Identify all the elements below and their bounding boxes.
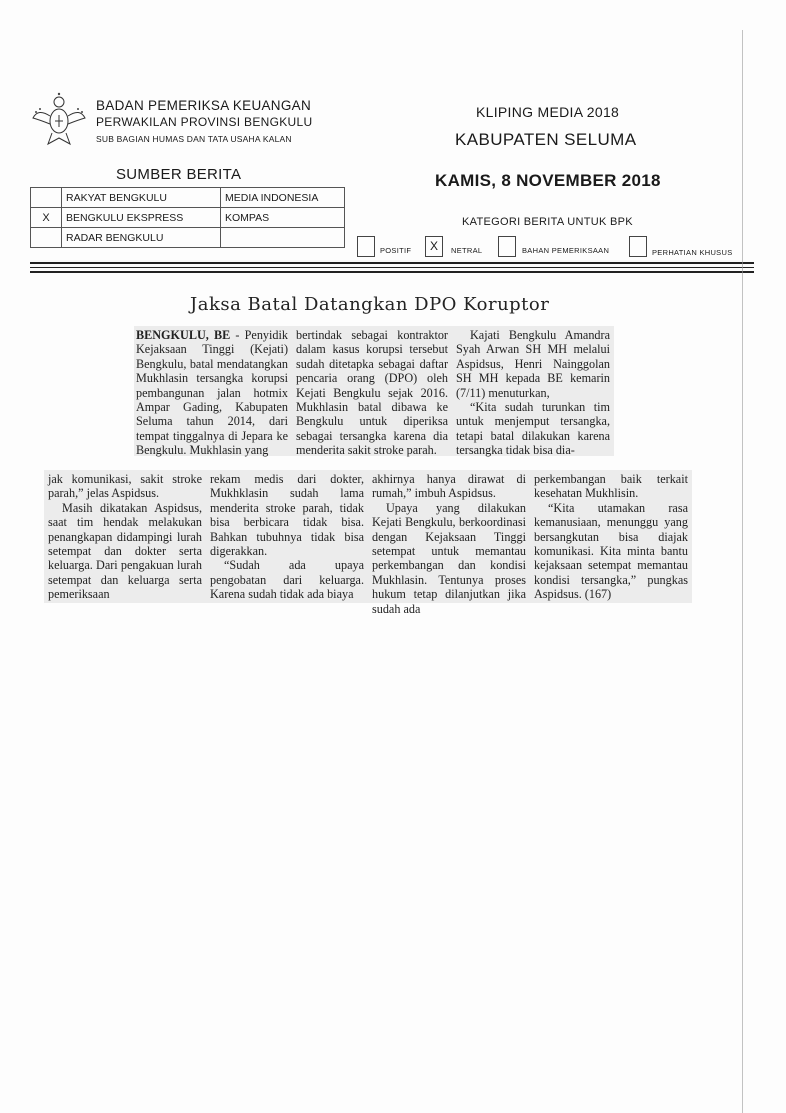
article-column	[372, 472, 526, 616]
article-paragraph: jak komunikasi, sakit stroke parah,” jelas Aspidsus.	[48, 472, 202, 501]
category-label-netral: NETRAL	[451, 246, 483, 255]
org-name-line2: PERWAKILAN PROVINSI BENGKULU	[96, 115, 313, 129]
source-name: BENGKULU EKSPRESS	[62, 208, 221, 228]
garuda-emblem-icon	[30, 88, 88, 150]
source-name: RADAR BENGKULU	[62, 228, 221, 248]
header-divider	[30, 262, 754, 264]
article-column	[48, 472, 202, 602]
article-paragraph: “Kita utamakan rasa kemanusiaan, menunggu yang bersangkutan bisa diajak komunikasi. Kita minta bantu kejaksaan setempat memantau kondisi tersangka,” pungkas Aspidsus. (167)	[534, 500, 688, 602]
article-paragraph: bertindak sebagai kontraktor dalam kasus korupsi tersebut sudah ditetapka sebagai daftar pencaria orang (DPO) oleh Kejati Bengkulu sejak 2016. Mukhlasin batal dibawa ke Bengkulu untuk diperiksa sebagai tersangka karena dia menderita sakit stroke parah.	[296, 328, 448, 458]
org-name-line1: BADAN PEMERIKSA KEUANGAN	[96, 98, 312, 113]
article-paragraph: akhirnya hanya dirawat di rumah,” imbuh Aspidsus.	[372, 472, 526, 501]
category-checkbox-positif[interactable]	[357, 236, 375, 257]
article-paragraph: - Penyidik Kejaksaan Tinggi (Kejati) Bengkulu, batal mendatangkan Mukhlasin tersangka korupsi pembangunan jalan hotmix Ampar Gading, Kabupaten Seluma tahun 2014, dari tempat tinggalnya di Jepara ke Bengkulu. Mukhlasin yang	[136, 328, 288, 458]
article-paragraph: perkembangan baik terkait kesehatan Mukhlisin.	[534, 472, 688, 501]
article-paragraph: Upaya yang dilakukan Kejati Bengkulu, berkoordinasi dengan Kejaksaan Tinggi setempat untuk memantau perkembangan dan kondisi Mukhlasin. Tentunya proses hukum tetap dilanjutkan jika sudah ada	[372, 500, 526, 616]
source-mark	[31, 228, 62, 248]
article-column	[456, 328, 610, 458]
category-label-bahan-pemeriksaan: BAHAN PEMERIKSAAN	[522, 246, 610, 255]
source-row	[31, 188, 345, 208]
article-column	[296, 328, 448, 458]
source-row	[31, 228, 345, 248]
article-dateline: BENGKULU, BE	[136, 328, 231, 342]
header-divider	[30, 267, 754, 268]
article-column	[210, 472, 364, 602]
kliping-label: KLIPING MEDIA 2018	[476, 104, 620, 120]
scan-edge-line	[742, 0, 786, 1113]
category-label-positif: POSITIF	[380, 246, 412, 255]
sources-heading: SUMBER BERITA	[116, 166, 242, 183]
date-label: KAMIS, 8 NOVEMBER 2018	[435, 171, 661, 190]
category-checkbox-netral[interactable]: X	[425, 236, 443, 257]
category-checkbox-bahan-pemeriksaan[interactable]	[498, 236, 516, 257]
article-paragraph: Masih dikatakan Aspidsus, saat tim hendak melakukan penangkapan didampingi lurah setempat dan dokter serta keluarga. Dari pengakuan lurah setempat dan keluarga serta pemeriksaan	[48, 500, 202, 602]
article-column	[534, 472, 688, 602]
article-paragraph: Kajati Bengkulu Amandra Syah Arwan SH MH melalui Aspidsus, Henri Nainggolan SH MH kepada BE kemarin (7/11) menuturkan,	[456, 328, 610, 400]
article-title: Jaksa Batal Datangkan DPO Koruptor	[190, 294, 550, 315]
article-paragraph: “Sudah ada upaya pengobatan dari keluarga. Karena sudah tidak ada biaya	[210, 558, 364, 602]
source-mark: X	[31, 208, 62, 228]
header-divider	[30, 271, 754, 273]
source-name: MEDIA INDONESIA	[221, 188, 345, 208]
source-mark	[31, 188, 62, 208]
category-heading: KATEGORI BERITA UNTUK BPK	[462, 216, 633, 228]
sources-table	[30, 187, 345, 248]
kabupaten-label: KABUPATEN SELUMA	[455, 130, 637, 149]
source-name	[221, 228, 345, 248]
category-checkbox-perhatian-khusus[interactable]	[629, 236, 647, 257]
category-label-perhatian-khusus: PERHATIAN KHUSUS	[652, 248, 733, 257]
article-column	[136, 328, 288, 458]
org-name-line3: SUB BAGIAN HUMAS DAN TATA USAHA KALAN	[96, 134, 292, 144]
source-name: KOMPAS	[221, 208, 345, 228]
source-name: RAKYAT BENGKULU	[62, 188, 221, 208]
article-paragraph: rekam medis dari dokter, Mukhklasin sudah lama menderita stroke parah, tidak bisa berbicara tidak bisa. Bahkan tubuhnya tidak bisa digerakkan.	[210, 472, 364, 559]
article-paragraph: “Kita sudah turunkan tim untuk menjemput tersangka, tetapi batal dilakukan karena tersangka tidak bisa dia-	[456, 400, 610, 458]
source-row	[31, 208, 345, 228]
